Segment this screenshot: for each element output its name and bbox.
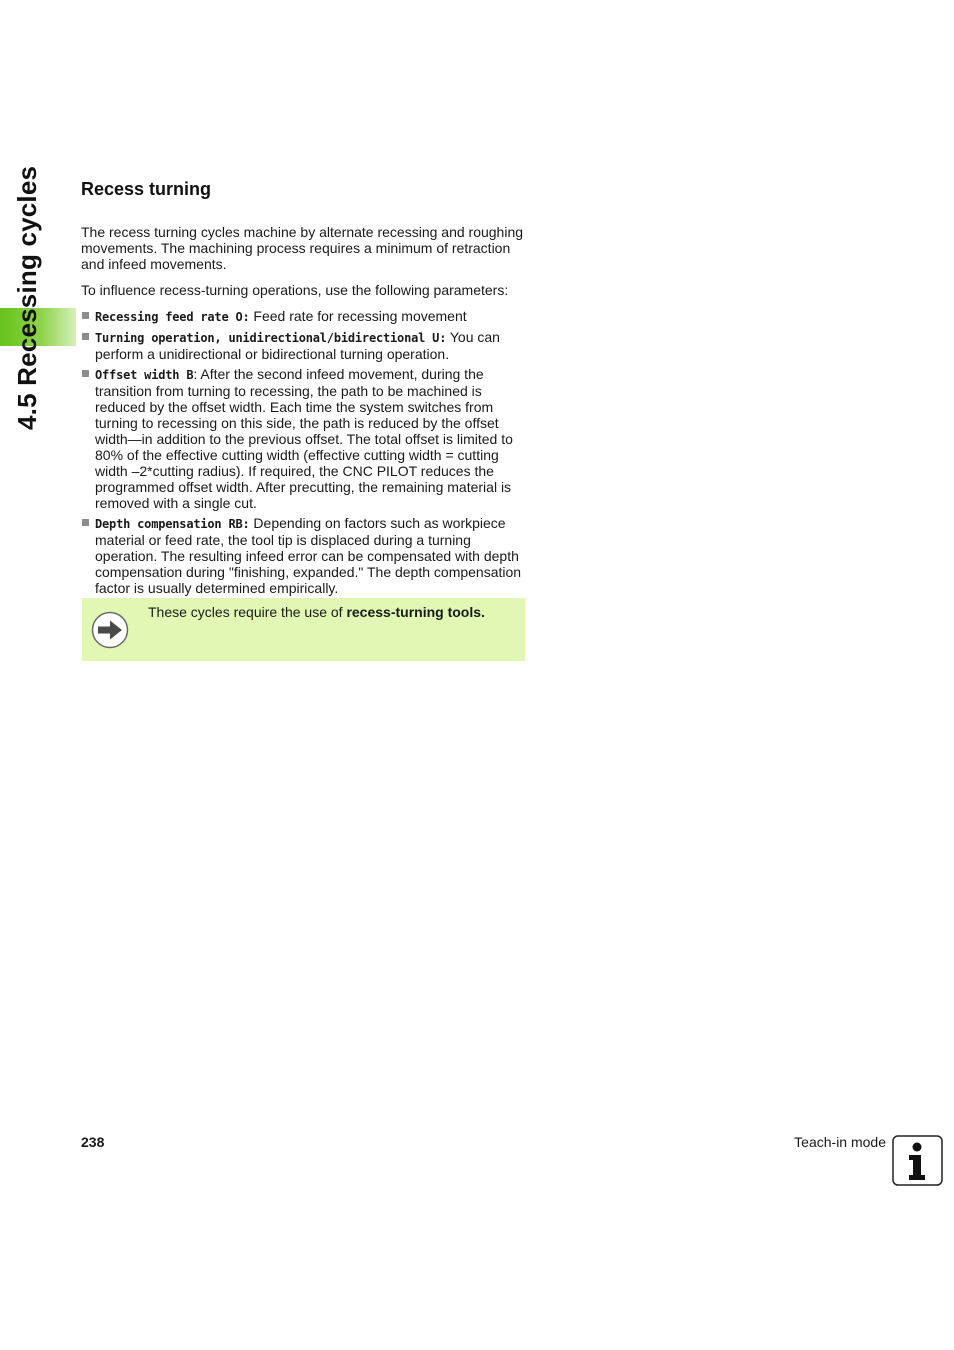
lead-paragraph: To influence recess-turning operations, use the following parameters:	[81, 282, 509, 298]
bullet-icon	[82, 333, 89, 340]
list-item	[81, 329, 527, 362]
param-desc: : After the second infeed movement, during the transition from turning to recessing, the path to be machined is reduced by the offset width. Each time the system switches from turning to recessing on this side, the path is reduced by the offset width—in addition to the previous offset. The total offset is limited to 80% of the effective cutting width (effective cutting width = cutting width –2*cutting radius). If required, the CNC PILOT reduces the programmed offset width. After precutting, the remaining material is removed with a single cut.	[95, 366, 513, 511]
param-desc: Feed rate for recessing movement	[249, 308, 467, 324]
bullet-icon	[82, 519, 89, 526]
param-name: Offset width B	[95, 368, 194, 382]
list-item	[81, 308, 527, 325]
param-name: Recessing feed rate O:	[95, 310, 250, 324]
param-desc: You can perform a unidirectional or bidirectional turning operation.	[95, 329, 500, 362]
note-text-regular: These cycles require the use of	[148, 604, 347, 620]
param-name: Turning operation, unidirectional/bidirectional U:	[95, 331, 447, 345]
parameter-list	[81, 308, 527, 596]
main-content	[81, 176, 527, 600]
info-icon	[892, 1135, 943, 1186]
footer-mode-label: Teach-in mode	[794, 1134, 886, 1150]
list-item	[81, 515, 527, 596]
bullet-icon	[82, 370, 89, 377]
param-name: Depth compensation RB:	[95, 517, 250, 531]
page-number: 238	[81, 1134, 105, 1150]
chapter-title: 4.5 Recessing cycles	[12, 165, 42, 430]
intro-paragraph: The recess turning cycles machine by alternate recessing and roughing movements. The machining process requires a minimum of retraction and infeed movements.	[81, 224, 524, 272]
note-text-bold: recess-turning tools.	[346, 604, 485, 620]
list-item	[81, 366, 527, 511]
bullet-icon	[82, 312, 89, 319]
arrow-right-circle-icon	[91, 611, 129, 649]
param-desc: Depending on factors such as workpiece material or feed rate, the tool tip is displaced during a turning operation. The resulting infeed error can be compensated with depth compensation during "finishing, expanded." The depth compensation factor is usually determined empirically.	[95, 515, 522, 596]
note-text	[148, 604, 518, 620]
note-box	[82, 598, 525, 661]
section-heading: Recess turning	[81, 179, 212, 199]
